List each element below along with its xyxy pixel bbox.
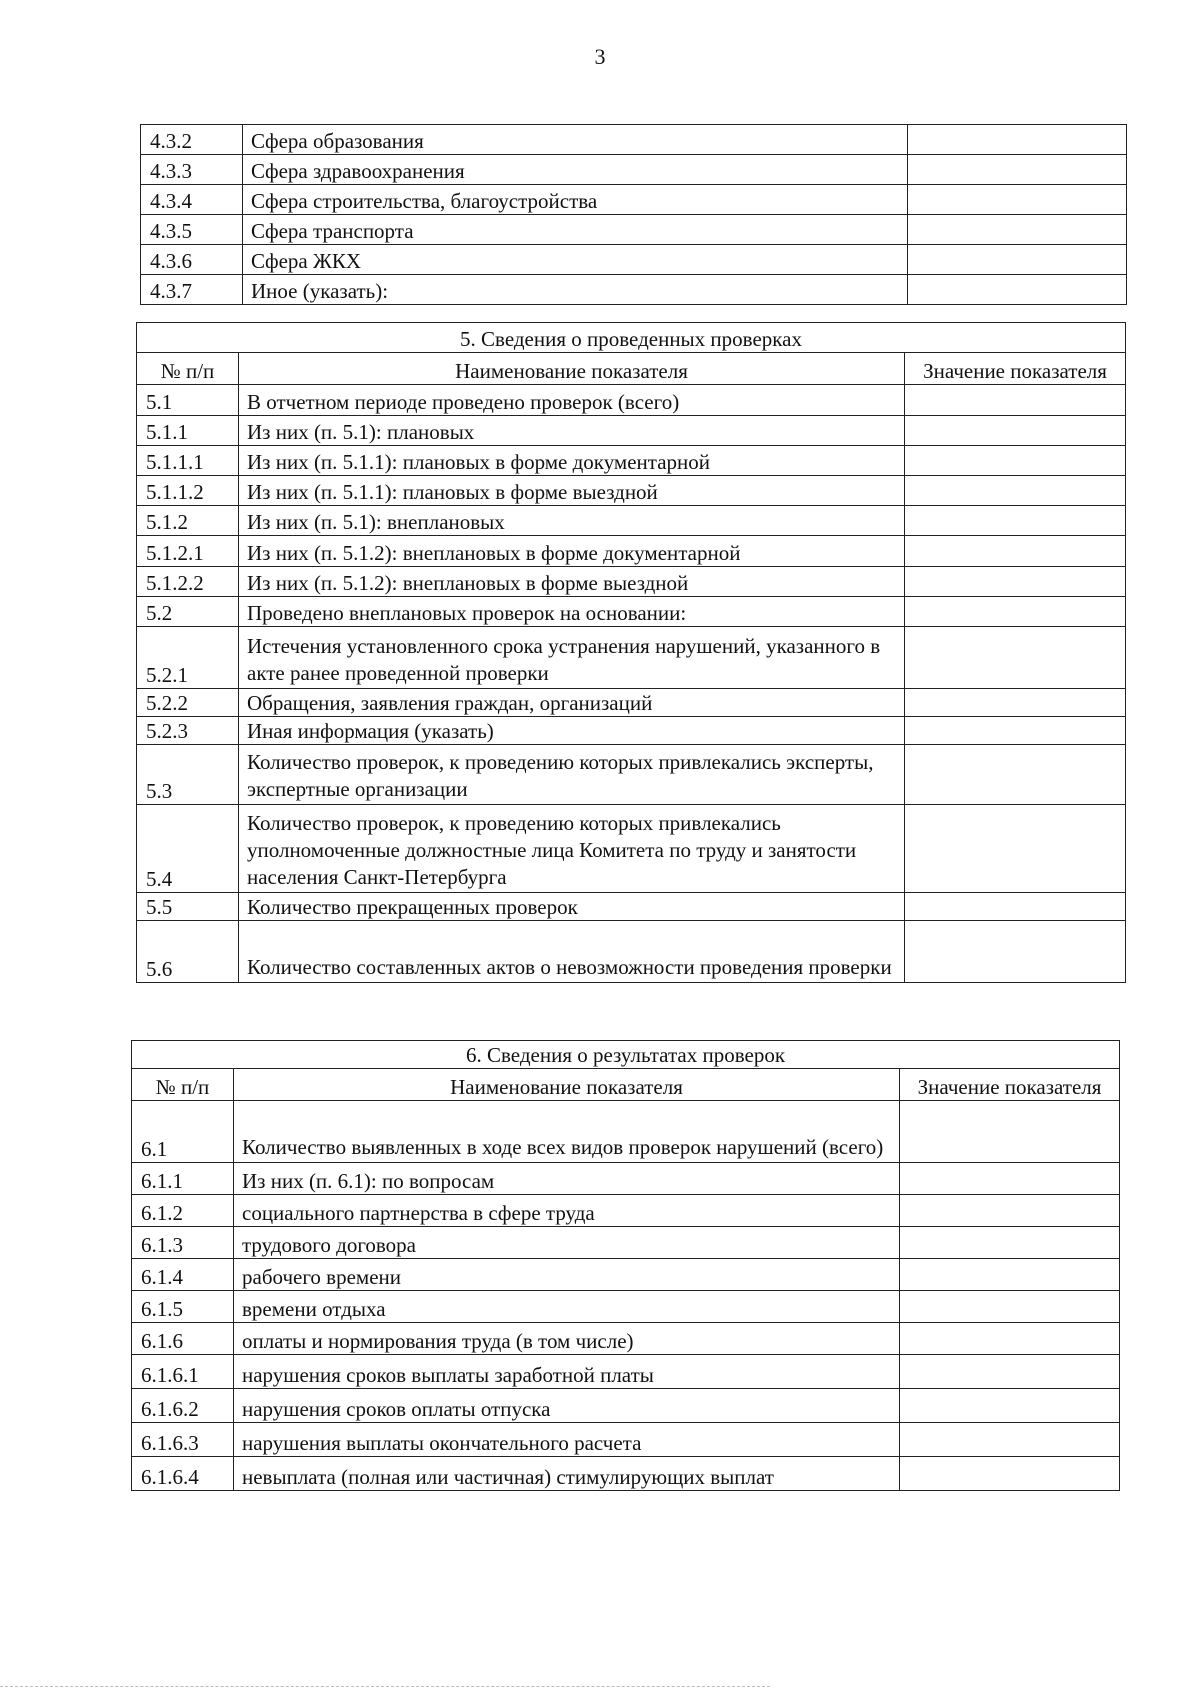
row-value-cell[interactable] (905, 385, 1126, 416)
row-indicator-name: Из них (п. 5.1.1): плановых в форме документарной (239, 446, 905, 476)
row-number: 5.2.2 (137, 689, 239, 717)
table-section-6 (131, 1040, 1120, 1491)
table-row (137, 567, 1126, 597)
row-value-cell[interactable] (905, 506, 1126, 536)
row-value-cell[interactable] (905, 921, 1126, 983)
row-value-cell[interactable] (905, 689, 1126, 717)
row-number: 5.1.1.2 (137, 476, 239, 506)
table-row (132, 1457, 1120, 1491)
table-row (137, 476, 1126, 506)
table-header-row (132, 1069, 1120, 1101)
row-number: 5.5 (137, 893, 239, 921)
table-row (132, 1195, 1120, 1227)
row-number: 6.1.2 (132, 1195, 234, 1227)
row-number: 5.2.1 (137, 627, 239, 689)
row-indicator-name: Сфера ЖКХ (243, 245, 908, 275)
row-number: 5.1.2 (137, 506, 239, 536)
row-number: 5.4 (137, 805, 239, 893)
row-number: 6.1.6.2 (132, 1389, 234, 1423)
table-row (137, 416, 1126, 446)
table-row (137, 597, 1126, 627)
row-value-cell[interactable] (900, 1227, 1120, 1259)
row-indicator-name: Сфера здравоохранения (243, 155, 908, 185)
row-value-cell[interactable] (900, 1389, 1120, 1423)
row-value-cell[interactable] (905, 416, 1126, 446)
table-section-5 (136, 322, 1126, 983)
row-indicator-name: времени отдыха (234, 1291, 900, 1323)
row-number: 5.2 (137, 597, 239, 627)
table-row (141, 215, 1127, 245)
row-value-cell[interactable] (905, 893, 1126, 921)
table-row (132, 1163, 1120, 1195)
row-indicator-name: Из них (п. 5.1): внеплановых (239, 506, 905, 536)
row-value-cell[interactable] (900, 1423, 1120, 1457)
column-header-indicator: Наименование показателя (239, 353, 905, 385)
row-number: 6.1.6 (132, 1323, 234, 1355)
row-indicator-name: Количество составленных актов о невозможности проведения проверки (239, 921, 905, 983)
scan-edge-divider (0, 1686, 770, 1687)
row-value-cell[interactable] (900, 1163, 1120, 1195)
row-indicator-name: Обращения, заявления граждан, организаций (239, 689, 905, 717)
table-row (132, 1423, 1120, 1457)
table-row (141, 185, 1127, 215)
table-row (132, 1355, 1120, 1389)
table-row (137, 627, 1126, 689)
page-number: 3 (594, 44, 606, 69)
section-5-title: 5. Сведения о проведенных проверках (137, 323, 1126, 353)
row-value-cell[interactable] (908, 155, 1127, 185)
row-indicator-name: Количество проверок, к проведению которых привлекались эксперты, экспертные организации (239, 745, 905, 805)
row-indicator-name: Сфера транспорта (243, 215, 908, 245)
row-value-cell[interactable] (908, 125, 1127, 155)
row-value-cell[interactable] (905, 476, 1126, 506)
row-indicator-name: Количество выявленных в ходе всех видов проверок нарушений (всего) (234, 1101, 900, 1163)
row-number: 6.1 (132, 1101, 234, 1163)
row-value-cell[interactable] (905, 627, 1126, 689)
row-indicator-name: Из них (п. 5.1.2): внеплановых в форме документарной (239, 536, 905, 567)
row-number: 6.1.6.1 (132, 1355, 234, 1389)
table-row (137, 805, 1126, 893)
row-indicator-name: Из них (п. 5.1.1): плановых в форме выездной (239, 476, 905, 506)
table-row (137, 893, 1126, 921)
row-number: 5.1.2.1 (137, 536, 239, 567)
column-header-indicator: Наименование показателя (234, 1069, 900, 1101)
row-value-cell[interactable] (905, 805, 1126, 893)
row-indicator-name: Иная информация (указать) (239, 717, 905, 745)
row-indicator-name: В отчетном периоде проведено проверок (всего) (239, 385, 905, 416)
row-value-cell[interactable] (900, 1323, 1120, 1355)
row-number: 4.3.3 (141, 155, 243, 185)
table-row (137, 921, 1126, 983)
row-indicator-name: Проведено внеплановых проверок на основании: (239, 597, 905, 627)
row-number: 5.6 (137, 921, 239, 983)
table-header-row (137, 353, 1126, 385)
row-indicator-name: Из них (п. 5.1.2): внеплановых в форме выездной (239, 567, 905, 597)
row-number: 6.1.6.4 (132, 1457, 234, 1491)
table-section-4-continuation (140, 124, 1127, 305)
table-row (137, 385, 1126, 416)
table-row (141, 275, 1127, 305)
table-row (132, 1101, 1120, 1163)
table-row (137, 446, 1126, 476)
row-indicator-name: рабочего времени (234, 1259, 900, 1291)
column-header-value: Значение показателя (905, 353, 1126, 385)
row-number: 5.1 (137, 385, 239, 416)
row-indicator-name: Количество прекращенных проверок (239, 893, 905, 921)
table-row (132, 1291, 1120, 1323)
row-value-cell[interactable] (908, 245, 1127, 275)
table-row (137, 745, 1126, 805)
row-value-cell[interactable] (905, 745, 1126, 805)
column-header-value: Значение показателя (900, 1069, 1120, 1101)
row-indicator-name: нарушения сроков выплаты заработной платы (234, 1355, 900, 1389)
row-value-cell[interactable] (900, 1259, 1120, 1291)
table-row (141, 155, 1127, 185)
row-indicator-name: оплаты и нормирования труда (в том числе) (234, 1323, 900, 1355)
row-value-cell[interactable] (905, 597, 1126, 627)
row-number: 6.1.5 (132, 1291, 234, 1323)
row-value-cell[interactable] (908, 185, 1127, 215)
row-value-cell[interactable] (908, 275, 1127, 305)
row-number: 5.2.3 (137, 717, 239, 745)
row-number: 5.1.1.1 (137, 446, 239, 476)
table-row (141, 245, 1127, 275)
table-row (137, 506, 1126, 536)
row-number: 6.1.6.3 (132, 1423, 234, 1457)
row-number: 4.3.7 (141, 275, 243, 305)
row-number: 6.1.3 (132, 1227, 234, 1259)
row-value-cell[interactable] (900, 1457, 1120, 1491)
section-title-row (132, 1041, 1120, 1069)
row-value-cell[interactable] (908, 215, 1127, 245)
table-row (137, 536, 1126, 567)
row-value-cell[interactable] (905, 446, 1126, 476)
row-value-cell[interactable] (900, 1355, 1120, 1389)
table-row (132, 1389, 1120, 1423)
table-row (137, 689, 1126, 717)
row-number: 4.3.2 (141, 125, 243, 155)
table-row (132, 1323, 1120, 1355)
row-indicator-name: трудового договора (234, 1227, 900, 1259)
table-row (132, 1259, 1120, 1291)
row-indicator-name: Истечения установленного срока устранения нарушений, указанного в акте ранее проведенной проверки (239, 627, 905, 689)
row-number: 6.1.1 (132, 1163, 234, 1195)
row-indicator-name: нарушения сроков оплаты отпуска (234, 1389, 900, 1423)
row-indicator-name: Сфера образования (243, 125, 908, 155)
section-title-row (137, 323, 1126, 353)
row-value-cell[interactable] (905, 717, 1126, 745)
row-indicator-name: невыплата (полная или частичная) стимулирующих выплат (234, 1457, 900, 1491)
table-row (141, 125, 1127, 155)
row-number: 4.3.6 (141, 245, 243, 275)
row-number: 6.1.4 (132, 1259, 234, 1291)
section-6-title: 6. Сведения о результатах проверок (132, 1041, 1120, 1069)
row-number: 5.3 (137, 745, 239, 805)
row-indicator-name: Иное (указать): (243, 275, 908, 305)
row-value-cell[interactable] (900, 1291, 1120, 1323)
row-number: 5.1.2.2 (137, 567, 239, 597)
row-indicator-name: Из них (п. 5.1): плановых (239, 416, 905, 446)
row-number: 5.1.1 (137, 416, 239, 446)
row-indicator-name: нарушения выплаты окончательного расчета (234, 1423, 900, 1457)
row-indicator-name: Сфера строительства, благоустройства (243, 185, 908, 215)
row-indicator-name: социального партнерства в сфере труда (234, 1195, 900, 1227)
table-row (137, 717, 1126, 745)
row-value-cell[interactable] (905, 567, 1126, 597)
row-number: 4.3.5 (141, 215, 243, 245)
row-value-cell[interactable] (900, 1101, 1120, 1163)
row-indicator-name: Из них (п. 6.1): по вопросам (234, 1163, 900, 1195)
row-number: 4.3.4 (141, 185, 243, 215)
row-value-cell[interactable] (900, 1195, 1120, 1227)
column-header-number: № п/п (132, 1069, 234, 1101)
row-indicator-name: Количество проверок, к проведению которых привлекались уполномоченные должностные лица Комитета по труду и занятости населения Санкт-Петербурга (239, 805, 905, 893)
row-value-cell[interactable] (905, 536, 1126, 567)
column-header-number: № п/п (137, 353, 239, 385)
table-row (132, 1227, 1120, 1259)
